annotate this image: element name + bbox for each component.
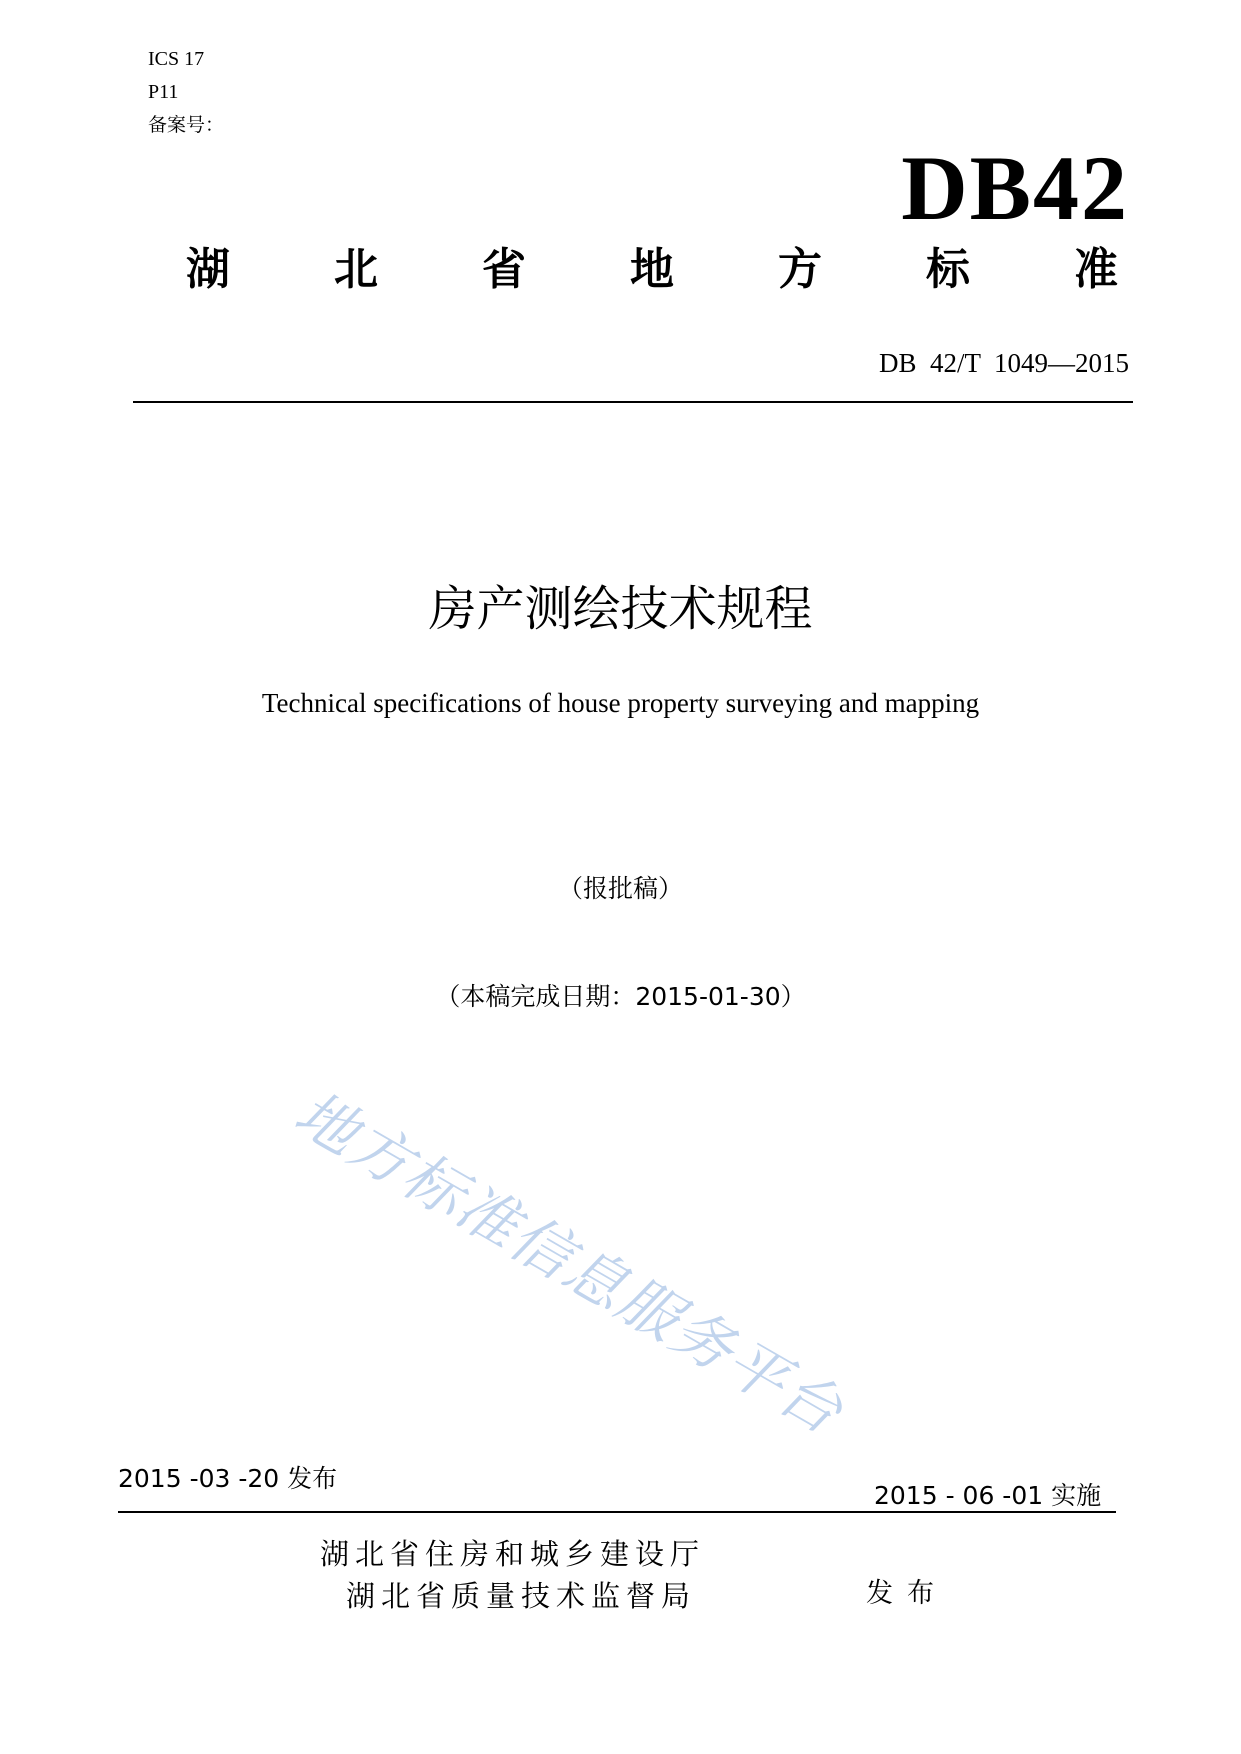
- draft-completion-date: （本稿完成日期：2015-01-30）: [435, 982, 806, 1011]
- category-char: 北: [334, 244, 378, 295]
- category-char: 准: [1074, 244, 1118, 295]
- header-divider: [133, 401, 1133, 403]
- category-char: 湖: [186, 244, 230, 295]
- category-char: 方: [778, 244, 822, 295]
- effective-date: 2015 - 06 -01 实施: [874, 1481, 1102, 1510]
- watermark: 地方标准信息服务平台: [283, 1078, 855, 1449]
- standard-category: [186, 240, 1118, 300]
- category-char: 省: [482, 244, 526, 295]
- publish-label: 发布: [866, 1578, 948, 1609]
- standard-number: DB 42/T 1049—2015: [878, 348, 1129, 378]
- footer-divider: [118, 1511, 1116, 1513]
- issue-date: 2015 -03 -20 发布: [118, 1464, 338, 1493]
- standard-logo: DB42: [901, 137, 1129, 239]
- category-char: 标: [926, 244, 970, 295]
- publisher-quality-bureau: 湖北省质量技术监督局: [346, 1579, 697, 1613]
- category-code: P11: [148, 81, 179, 103]
- publisher-housing-department: 湖北省住房和城乡建设厅: [320, 1537, 706, 1571]
- document-title-english: Technical specifications of house property surveying and mapping: [261, 688, 980, 718]
- ics-code: ICS 17: [148, 48, 205, 70]
- record-number-label: 备案号：: [148, 114, 225, 136]
- document-title: 房产测绘技术规程: [428, 581, 813, 637]
- category-char: 地: [630, 244, 674, 295]
- draft-status: （报批稿）: [557, 874, 683, 903]
